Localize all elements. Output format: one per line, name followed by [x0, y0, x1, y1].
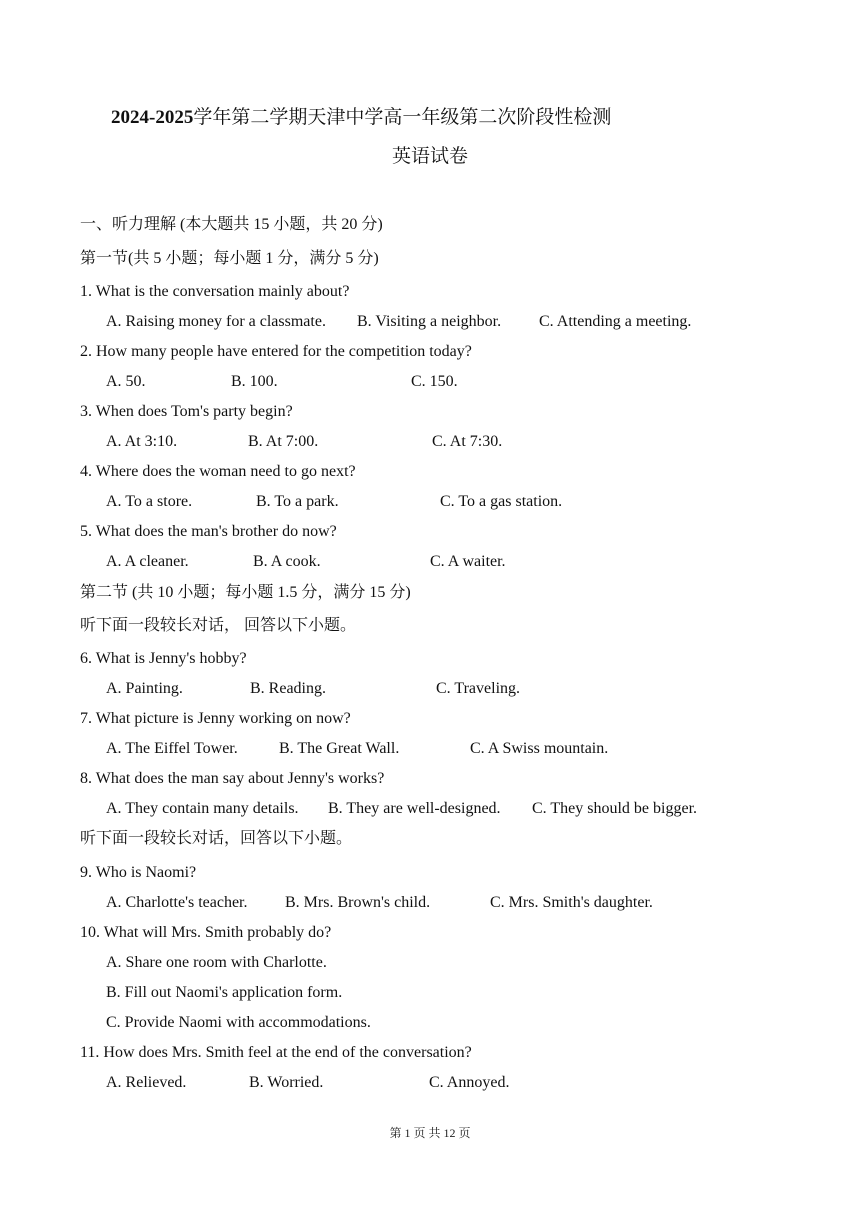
question-5: 5. What does the man's brother do now? [80, 523, 337, 540]
q3-option-a: A. At 3:10. [106, 433, 178, 450]
q10-option-b: B. Fill out Naomi's application form. [106, 984, 343, 1001]
q6-option-b: B. Reading. [250, 680, 326, 697]
q4-option-b: B. To a park. [256, 493, 339, 510]
q1-option-a: A. Raising money for a classmate. [106, 313, 326, 330]
q3-option-b: B. At 7:00. [248, 433, 319, 450]
q9-option-c: C. Mrs. Smith's daughter. [490, 894, 653, 911]
title-text: 学年第二学期天津中学高一年级第二次阶段性检测 [193, 107, 612, 128]
q8-option-b: B. They are well-designed. [328, 800, 501, 817]
q5-option-b: B. A cook. [253, 553, 321, 570]
question-1: 1. What is the conversation mainly about? [80, 283, 350, 300]
q9-option-a: A. Charlotte's teacher. [106, 894, 248, 911]
q10-option-a: A. Share one room with Charlotte. [106, 954, 327, 971]
q4-option-a: A. To a store. [106, 493, 193, 510]
q8-option-c: C. They should be bigger. [532, 800, 698, 817]
q10-option-c: C. Provide Naomi with accommodations. [106, 1014, 371, 1031]
q8-option-a: A. They contain many details. [106, 800, 299, 817]
question-10: 10. What will Mrs. Smith probably do? [80, 924, 332, 941]
part-heading-2: 第二节 (共 10 小题；每小题 1.5 分，满分 15 分) [80, 584, 411, 601]
q3-option-c: C. At 7:30. [432, 433, 503, 450]
question-2: 2. How many people have entered for the competition today? [80, 343, 472, 360]
page-footer: 第 1 页 共 12 页 [389, 1126, 471, 1140]
q4-option-c: C. To a gas station. [440, 493, 563, 510]
q2-option-a: A. 50. [106, 373, 146, 390]
question-7: 7. What picture is Jenny working on now? [80, 710, 351, 727]
page-subtitle: 英语试卷 [391, 146, 468, 167]
q1-option-c: C. Attending a meeting. [539, 313, 692, 330]
q11-option-c: C. Annoyed. [429, 1074, 510, 1091]
q6-option-a: A. Painting. [106, 680, 183, 697]
question-9: 9. Who is Naomi? [80, 864, 197, 881]
q1-option-b: B. Visiting a neighbor. [357, 313, 502, 330]
q6-option-c: C. Traveling. [436, 680, 521, 697]
title-year: 2024-2025 [111, 107, 194, 128]
q5-option-a: A. A cleaner. [106, 553, 189, 570]
page-title [0, 104, 860, 132]
instruction-2: 听下面一段较长对话，回答以下小题。 [80, 830, 353, 847]
q7-option-b: B. The Great Wall. [279, 740, 400, 757]
q11-option-b: B. Worried. [249, 1074, 324, 1091]
q2-option-c: C. 150. [411, 373, 458, 390]
instruction-1: 听下面一段较长对话， 回答以下小题。 [80, 617, 357, 634]
q9-option-b: B. Mrs. Brown's child. [285, 894, 431, 911]
section-heading: 一、听力理解 (本大题共 15 小题，共 20 分) [80, 216, 383, 233]
question-4: 4. Where does the woman need to go next? [80, 463, 356, 480]
q7-option-a: A. The Eiffel Tower. [106, 740, 238, 757]
q5-option-c: C. A waiter. [430, 553, 506, 570]
question-11: 11. How does Mrs. Smith feel at the end of the conversation? [80, 1044, 472, 1061]
q2-option-b: B. 100. [231, 373, 278, 390]
q11-option-a: A. Relieved. [106, 1074, 187, 1091]
q7-option-c: C. A Swiss mountain. [470, 740, 609, 757]
question-8: 8. What does the man say about Jenny's works? [80, 770, 385, 787]
part-heading-1: 第一节(共 5 小题；每小题 1 分，满分 5 分) [80, 250, 379, 267]
question-6: 6. What is Jenny's hobby? [80, 650, 247, 667]
question-3: 3. When does Tom's party begin? [80, 403, 293, 420]
